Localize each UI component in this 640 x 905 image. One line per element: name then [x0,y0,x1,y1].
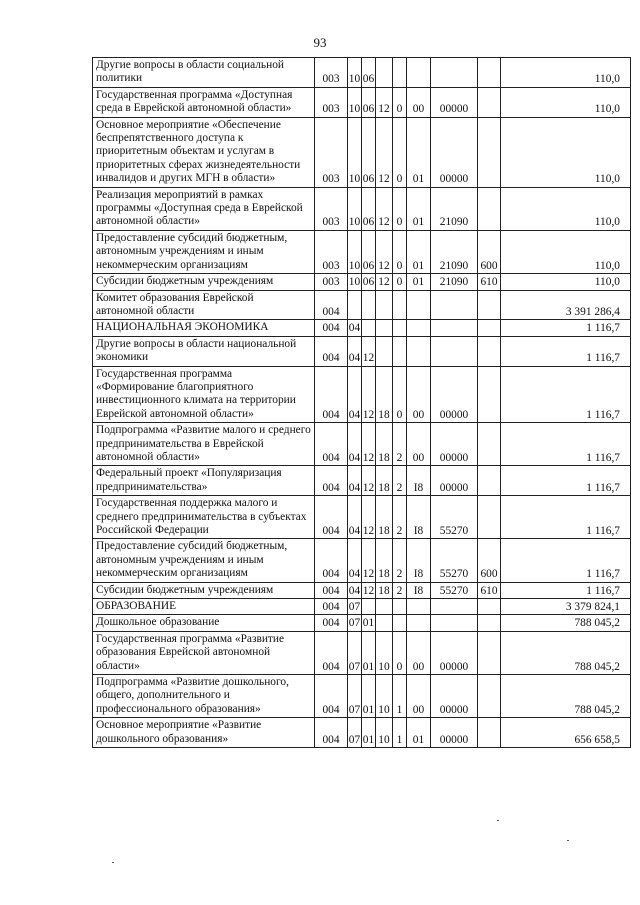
subsection-code: 12 [362,539,376,582]
table-row [93,87,631,117]
activity-code: I8 [407,466,431,496]
expense-type-code [478,496,501,539]
program-code: 18 [376,423,393,466]
amount: 1 116,7 [501,539,631,582]
subsection-code: 06 [362,87,376,117]
activity-code: 00 [407,631,431,674]
expense-type-code [478,466,501,496]
amount: 656 658,5 [501,718,631,748]
subprogram-code [393,290,407,320]
program-code [376,320,393,336]
activity-code: 00 [407,675,431,718]
ved-code: 003 [315,58,348,88]
direction-code: 21090 [431,274,478,290]
section-code: 07 [348,599,362,615]
ved-code: 004 [315,466,348,496]
ved-code: 004 [315,496,348,539]
activity-code: 00 [407,87,431,117]
program-code: 12 [376,117,393,187]
program-code: 12 [376,274,393,290]
activity-code [407,336,431,366]
amount: 110,0 [501,58,631,88]
activity-code: 01 [407,117,431,187]
section-code: 10 [348,117,362,187]
activity-code [407,599,431,615]
ved-code: 004 [315,366,348,423]
amount: 1 116,7 [501,496,631,539]
subsection-code: 12 [362,496,376,539]
subprogram-code: 0 [393,631,407,674]
section-code: 07 [348,675,362,718]
expense-type-code [478,631,501,674]
program-code: 12 [376,230,393,273]
direction-code [431,290,478,320]
direction-code: 55270 [431,496,478,539]
row-name: Государственная программа «Доступная среда в Еврейской автономной области» [93,87,315,117]
table-row [93,539,631,582]
subprogram-code: 2 [393,496,407,539]
subsection-code: 06 [362,58,376,88]
direction-code [431,336,478,366]
direction-code: 00000 [431,675,478,718]
expense-type-code [478,117,501,187]
amount: 1 116,7 [501,336,631,366]
row-name: Предоставление субсидий бюджетным, автономным учреждениям и иным некоммерческим организациям [93,539,315,582]
program-code [376,599,393,615]
amount: 3 391 286,4 [501,290,631,320]
amount: 3 379 824,1 [501,599,631,615]
amount: 1 116,7 [501,366,631,423]
ved-code: 003 [315,187,348,230]
table-row [93,631,631,674]
section-code: 04 [348,423,362,466]
row-name: Основное мероприятие «Обеспечение беспрепятственного доступа к приоритетным объектам и услугам в приоритетных сферах жизнедеятельности инвалидов и других МГН в области» [93,117,315,187]
program-code: 12 [376,87,393,117]
subsection-code [362,320,376,336]
subsection-code: 01 [362,631,376,674]
subprogram-code: 1 [393,718,407,748]
program-code: 12 [376,187,393,230]
row-name: Реализация мероприятий в рамках программы «Доступная среда в Еврейской автономной области» [93,187,315,230]
ved-code: 004 [315,423,348,466]
expense-type-code [478,58,501,88]
subsection-code [362,290,376,320]
subsection-code: 12 [362,582,376,598]
amount: 110,0 [501,187,631,230]
scan-speck [497,820,499,821]
subprogram-code [393,58,407,88]
row-name: Подпрограмма «Развитие дошкольного, общего, дополнительного и профессионального образования» [93,675,315,718]
row-name: Дошкольное образование [93,615,315,631]
program-code: 10 [376,631,393,674]
amount: 788 045,2 [501,615,631,631]
subsection-code: 06 [362,274,376,290]
subprogram-code: 0 [393,87,407,117]
program-code [376,615,393,631]
section-code: 04 [348,582,362,598]
expense-type-code [478,615,501,631]
amount: 110,0 [501,274,631,290]
activity-code: I8 [407,496,431,539]
amount: 788 045,2 [501,675,631,718]
subsection-code: 12 [362,466,376,496]
expense-type-code: 600 [478,539,501,582]
subprogram-code [393,615,407,631]
direction-code: 00000 [431,366,478,423]
table-row [93,599,631,615]
budget-table [92,57,631,748]
row-name: Предоставление субсидий бюджетным, автономным учреждениям и иным некоммерческим организациям [93,230,315,273]
table-row [93,117,631,187]
subsection-code: 01 [362,615,376,631]
table-row [93,718,631,748]
row-name: Субсидии бюджетным учреждениям [93,582,315,598]
program-code [376,336,393,366]
expense-type-code [478,320,501,336]
row-name: Комитет образования Еврейской автономной области [93,290,315,320]
subsection-code: 12 [362,423,376,466]
direction-code: 21090 [431,187,478,230]
expense-type-code [478,675,501,718]
section-code: 04 [348,320,362,336]
subsection-code: 12 [362,366,376,423]
table-row [93,366,631,423]
scan-speck [112,862,114,863]
section-code: 10 [348,58,362,88]
expense-type-code: 610 [478,274,501,290]
program-code: 18 [376,539,393,582]
expense-type-code [478,718,501,748]
direction-code [431,320,478,336]
program-code: 18 [376,366,393,423]
program-code [376,58,393,88]
expense-type-code [478,423,501,466]
activity-code [407,615,431,631]
row-name: Государственная программа «Развитие образования Еврейской автономной области» [93,631,315,674]
row-name: Государственная поддержка малого и среднего предпринимательства в субъектах Российской Федерации [93,496,315,539]
ved-code: 004 [315,675,348,718]
program-code [376,290,393,320]
table-row [93,320,631,336]
subprogram-code: 2 [393,582,407,598]
section-code: 07 [348,615,362,631]
row-name: НАЦИОНАЛЬНАЯ ЭКОНОМИКА [93,320,315,336]
ved-code: 004 [315,320,348,336]
expense-type-code: 600 [478,230,501,273]
subprogram-code: 0 [393,274,407,290]
table-row [93,466,631,496]
direction-code [431,58,478,88]
direction-code [431,615,478,631]
subprogram-code [393,320,407,336]
row-name: Другие вопросы в области социальной политики [93,58,315,88]
direction-code: 55270 [431,582,478,598]
section-code: 10 [348,87,362,117]
row-name: Федеральный проект «Популяризация предпринимательства» [93,466,315,496]
activity-code: 01 [407,187,431,230]
direction-code: 21090 [431,230,478,273]
ved-code: 004 [315,582,348,598]
subprogram-code [393,599,407,615]
table-row [93,582,631,598]
ved-code: 004 [315,615,348,631]
amount: 110,0 [501,87,631,117]
activity-code: 01 [407,718,431,748]
activity-code: 01 [407,274,431,290]
amount: 110,0 [501,230,631,273]
table-row [93,58,631,88]
section-code: 10 [348,230,362,273]
subprogram-code: 2 [393,466,407,496]
activity-code: 00 [407,366,431,423]
ved-code: 004 [315,290,348,320]
ved-code: 003 [315,230,348,273]
subsection-code: 12 [362,336,376,366]
activity-code: 00 [407,423,431,466]
ved-code: 004 [315,599,348,615]
activity-code: I8 [407,539,431,582]
activity-code [407,58,431,88]
subprogram-code: 0 [393,117,407,187]
amount: 1 116,7 [501,466,631,496]
table-row [93,615,631,631]
section-code: 04 [348,496,362,539]
program-code: 10 [376,675,393,718]
subsection-code [362,599,376,615]
row-name: Подпрограмма «Развитие малого и среднего предпринимательства в Еврейской автономной области» [93,423,315,466]
activity-code: I8 [407,582,431,598]
direction-code: 00000 [431,423,478,466]
section-code: 04 [348,366,362,423]
table-row [93,274,631,290]
subprogram-code [393,336,407,366]
section-code: 04 [348,336,362,366]
direction-code [431,599,478,615]
amount: 1 116,7 [501,582,631,598]
expense-type-code [478,187,501,230]
direction-code: 00000 [431,466,478,496]
page-number: 93 [313,35,327,50]
section-code: 10 [348,274,362,290]
direction-code: 00000 [431,631,478,674]
table-row [93,675,631,718]
subsection-code: 06 [362,187,376,230]
subsection-code: 01 [362,718,376,748]
direction-code: 00000 [431,718,478,748]
subprogram-code: 0 [393,366,407,423]
ved-code: 004 [315,336,348,366]
ved-code: 003 [315,87,348,117]
amount: 110,0 [501,117,631,187]
subprogram-code: 1 [393,675,407,718]
table-row [93,187,631,230]
section-code: 07 [348,718,362,748]
direction-code: 00000 [431,87,478,117]
section-code: 07 [348,631,362,674]
expense-type-code [478,87,501,117]
table-row [93,336,631,366]
program-code: 10 [376,718,393,748]
scan-speck [567,840,569,841]
subsection-code: 01 [362,675,376,718]
amount: 1 116,7 [501,320,631,336]
subsection-code: 06 [362,230,376,273]
ved-code: 004 [315,539,348,582]
subprogram-code: 0 [393,187,407,230]
row-name: Субсидии бюджетным учреждениям [93,274,315,290]
subprogram-code: 0 [393,230,407,273]
subsection-code: 06 [362,117,376,187]
expense-type-code [478,336,501,366]
table-row [93,496,631,539]
expense-type-code: 610 [478,582,501,598]
direction-code: 00000 [431,117,478,187]
expense-type-code [478,290,501,320]
expense-type-code [478,366,501,423]
activity-code [407,290,431,320]
program-code: 18 [376,496,393,539]
table-row [93,423,631,466]
section-code [348,290,362,320]
direction-code: 55270 [431,539,478,582]
expense-type-code [478,599,501,615]
section-code: 04 [348,539,362,582]
activity-code [407,320,431,336]
row-name: ОБРАЗОВАНИЕ [93,599,315,615]
program-code: 18 [376,582,393,598]
amount: 1 116,7 [501,423,631,466]
table-row [93,290,631,320]
row-name: Другие вопросы в области национальной экономики [93,336,315,366]
ved-code: 004 [315,718,348,748]
section-code: 10 [348,187,362,230]
ved-code: 003 [315,274,348,290]
row-name: Основное мероприятие «Развитие дошкольного образования» [93,718,315,748]
subprogram-code: 2 [393,539,407,582]
section-code: 04 [348,466,362,496]
subprogram-code: 2 [393,423,407,466]
table-body [93,58,631,748]
activity-code: 01 [407,230,431,273]
ved-code: 004 [315,631,348,674]
amount: 788 045,2 [501,631,631,674]
program-code: 18 [376,466,393,496]
table-row [93,230,631,273]
row-name: Государственная программа «Формирование благоприятного инвестиционного климата на территории Еврейской автономной области» [93,366,315,423]
ved-code: 003 [315,117,348,187]
